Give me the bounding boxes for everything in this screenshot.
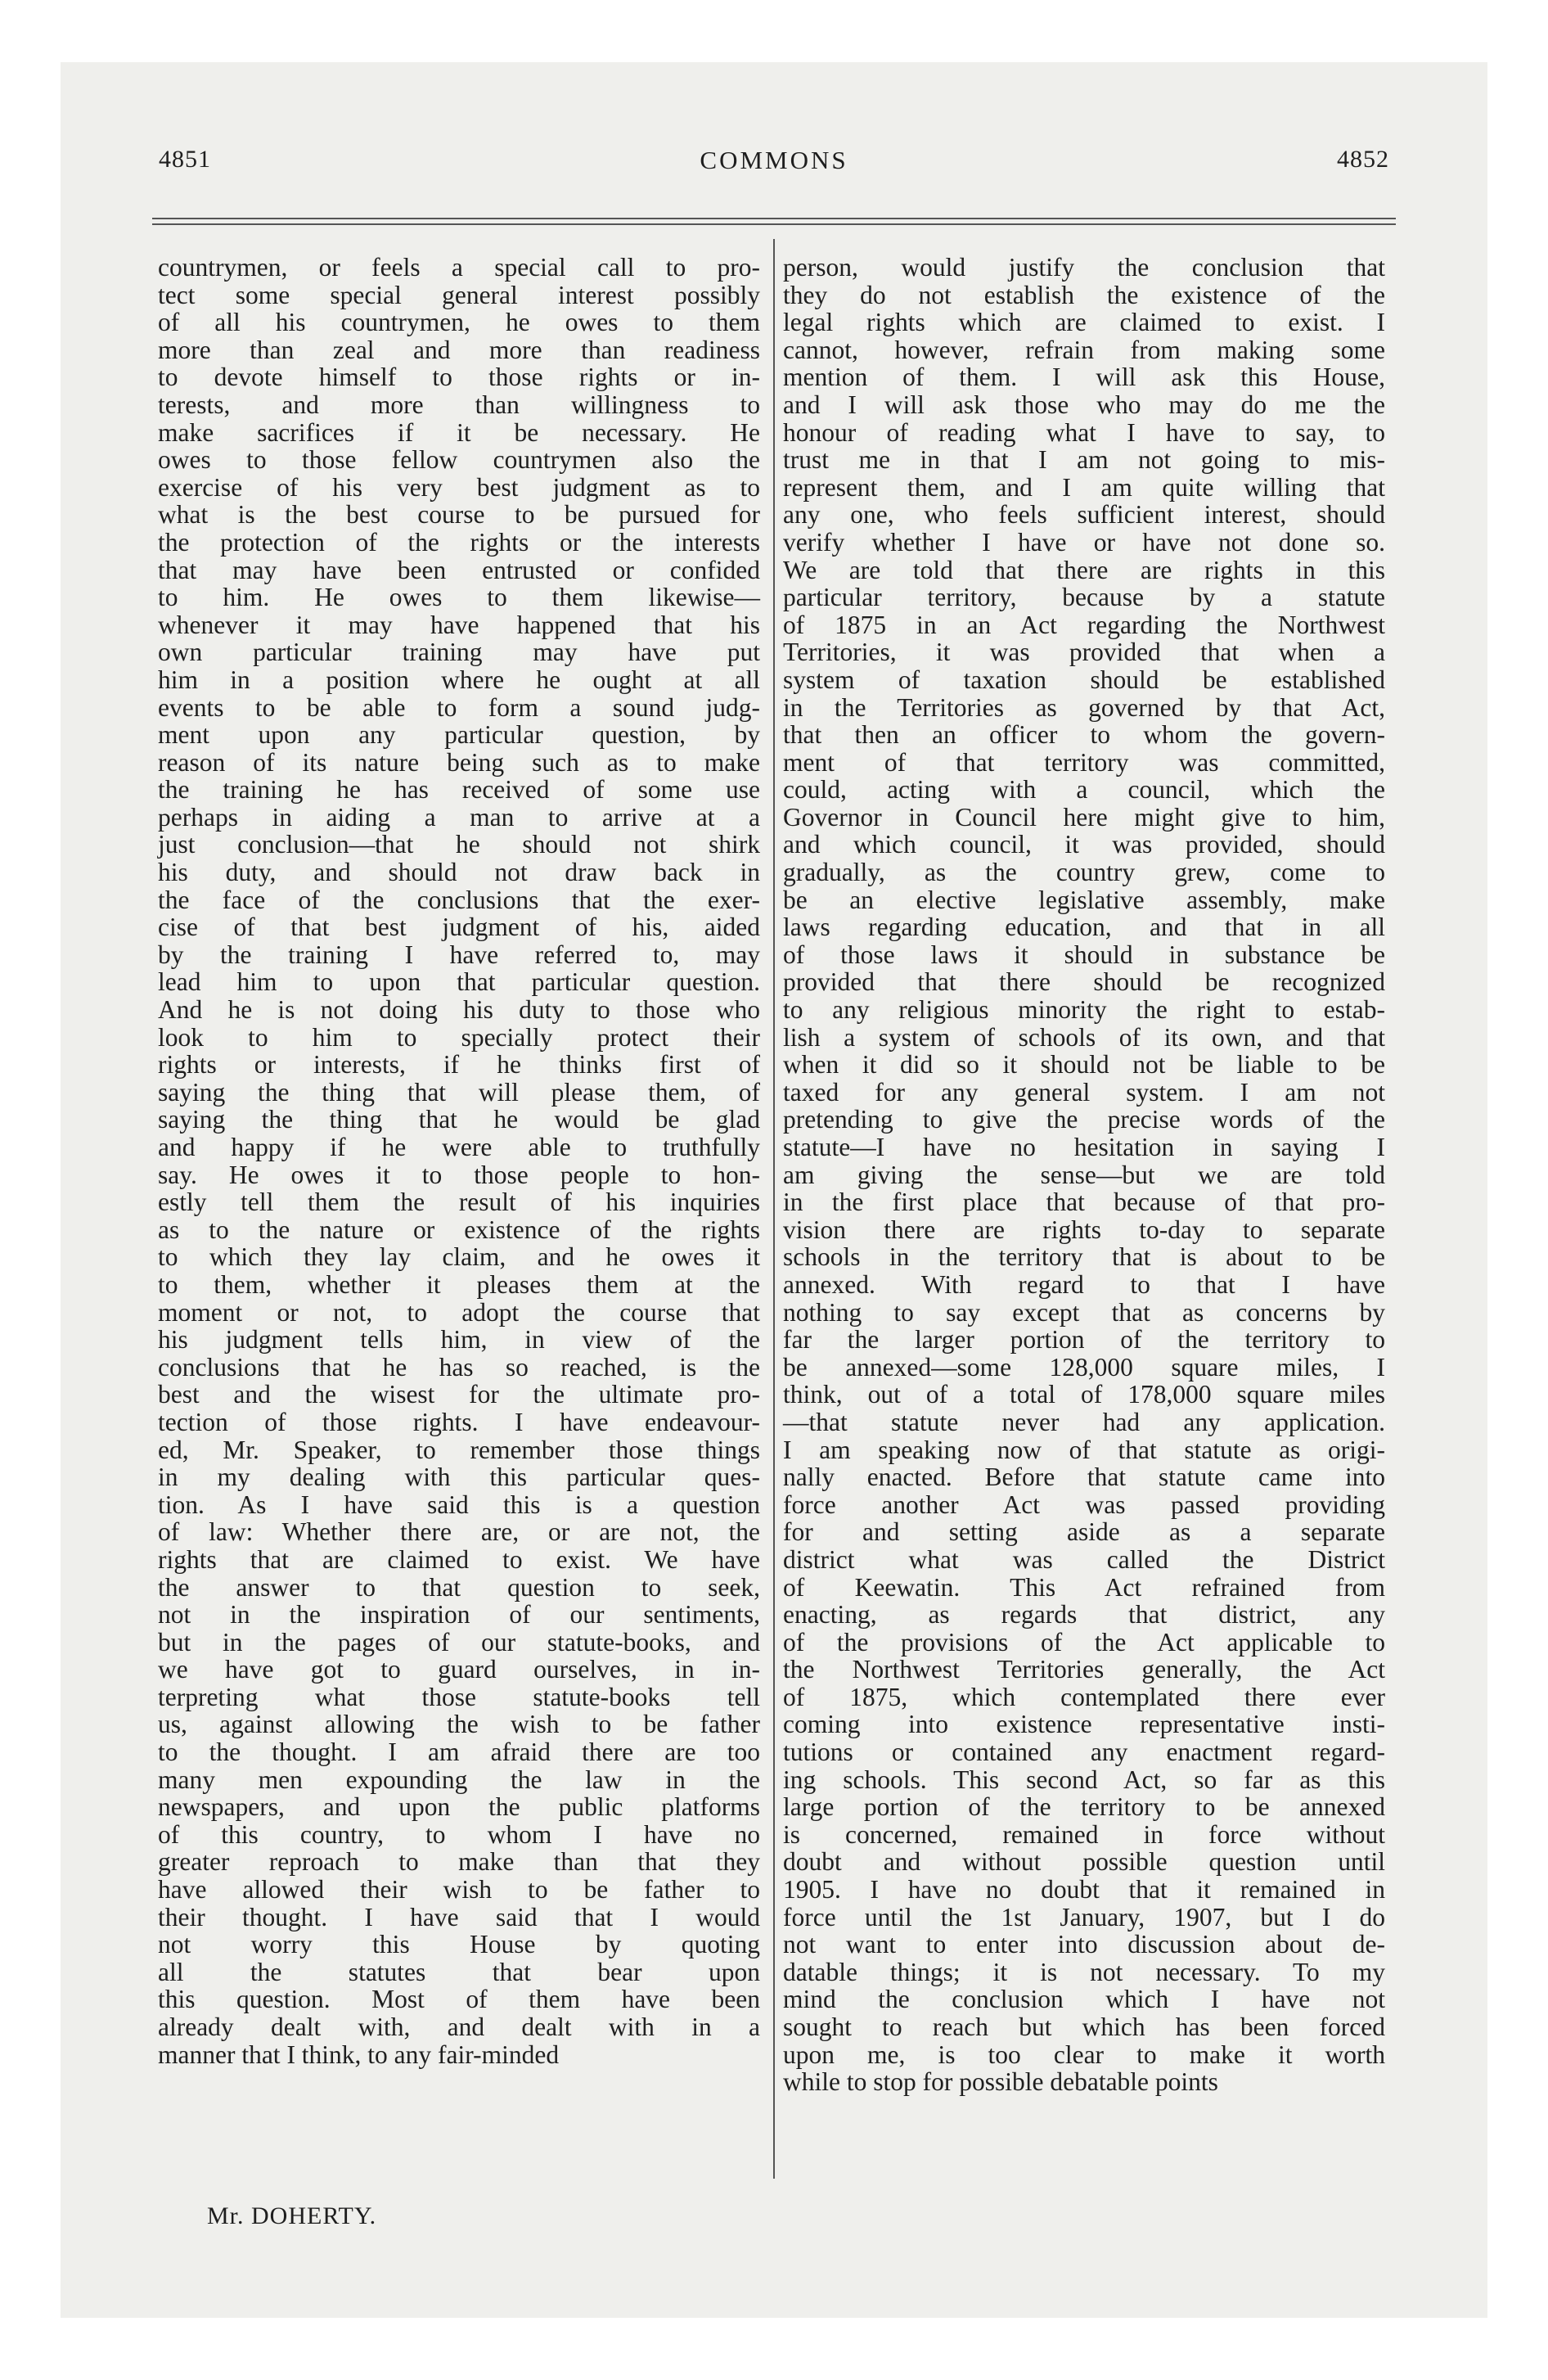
- text-line: could, acting with a council, which the: [783, 775, 1385, 805]
- text-line: to devote himself to those rights or in-: [158, 363, 760, 392]
- text-line: taxed for any general system. I am not: [783, 1077, 1385, 1107]
- text-line: mention of them. I will ask this House,: [783, 363, 1385, 392]
- text-line: ed, Mr. Speaker, to remember those things: [158, 1435, 760, 1464]
- text-line: think, out of a total of 178,000 square miles: [783, 1380, 1385, 1409]
- text-line: by the training I have referred to, may: [158, 940, 760, 969]
- text-line: say. He owes it to those people to hon-: [158, 1160, 760, 1189]
- column-divider: [773, 239, 775, 2179]
- text-line: countrymen, or feels a special call to pro-: [158, 253, 760, 282]
- page-number-right: 4852: [1337, 146, 1389, 173]
- text-line: saying the thing that will please them, of: [158, 1077, 760, 1107]
- text-line: doubt and without possible question until: [783, 1847, 1385, 1877]
- text-line: ment of that territory was committed,: [783, 747, 1385, 777]
- text-line: not worry this House by quoting: [158, 1930, 760, 1959]
- text-line: not in the inspiration of our sentiments,: [158, 1600, 760, 1629]
- text-line: I am speaking now of that statute as origi-: [783, 1435, 1385, 1464]
- left-column-text: [158, 254, 760, 2068]
- text-line: in the first place that because of that pro-: [783, 1188, 1385, 1217]
- text-line: manner that I think, to any fair-minded: [158, 2040, 560, 2069]
- text-line: events to be able to form a sound judg-: [158, 692, 760, 722]
- text-line: particular territory, because by a statute: [783, 583, 1385, 612]
- text-line: honour of reading what I have to say, to: [783, 417, 1385, 447]
- text-line: system of taxation should be established: [783, 665, 1385, 694]
- text-line: for and setting aside as a separate: [783, 1517, 1385, 1547]
- text-line: to which they lay claim, and he owes it: [158, 1242, 760, 1272]
- text-line: ment upon any particular question, by: [158, 720, 760, 750]
- text-line: mind the conclusion which I have not: [783, 1985, 1385, 2014]
- text-line: large portion of the territory to be annexed: [783, 1792, 1385, 1822]
- text-line: ing schools. This second Act, so far as this: [783, 1765, 1385, 1794]
- text-line: we have got to guard ourselves, in in-: [158, 1655, 760, 1684]
- text-line: of Keewatin. This Act refrained from: [783, 1572, 1385, 1602]
- text-line: and which council, it was provided, should: [783, 830, 1385, 859]
- text-line: tutions or contained any enactment regard-: [783, 1738, 1385, 1767]
- right-column-text: [783, 254, 1385, 2096]
- text-line: force until the 1st January, 1907, but I do: [783, 1902, 1385, 1931]
- text-line: of law: Whether there are, or are not, the: [158, 1517, 760, 1547]
- text-line: be an elective legislative assembly, make: [783, 885, 1385, 914]
- text-line: and happy if he were able to truthfully: [158, 1133, 760, 1161]
- text-line: they do not establish the existence of the: [783, 280, 1385, 309]
- text-line: to them, whether it pleases them at the: [158, 1269, 760, 1299]
- text-line: of this country, to whom I have no: [158, 1819, 760, 1849]
- text-line: to him. He owes to them likewise—: [158, 583, 760, 612]
- text-line: this question. Most of them have been: [158, 1985, 760, 2014]
- text-line: tection of those rights. I have endeavour-: [158, 1407, 760, 1436]
- text-line: far the larger portion of the territory to: [783, 1325, 1385, 1355]
- text-line: nally enacted. Before that statute came into: [783, 1463, 1385, 1492]
- text-line: vision there are rights to-day to separate: [783, 1215, 1385, 1244]
- text-line: —that statute never had any application.: [783, 1407, 1385, 1436]
- page-header: [152, 146, 1396, 178]
- text-line: sought to reach but which has been forced: [783, 2013, 1385, 2041]
- text-line: of 1875, which contemplated there ever: [783, 1682, 1385, 1711]
- text-line: statute—I have no hesitation in saying I: [783, 1133, 1385, 1161]
- text-line: own particular training may have put: [158, 638, 760, 667]
- page-number-left: 4851: [159, 146, 211, 173]
- text-line: make sacrifices if it be necessary. He: [158, 417, 760, 447]
- text-line: Territories, it was provided that when a: [783, 638, 1385, 667]
- text-line: saying the thing that he would be glad: [158, 1105, 760, 1134]
- text-line: verify whether I have or have not done so.: [783, 527, 1385, 557]
- text-line: that may have been entrusted or confided: [158, 555, 760, 584]
- text-line: more than zeal and more than readiness: [158, 335, 760, 364]
- text-line: estly tell them the result of his inquiries: [158, 1188, 760, 1217]
- text-line: of all his countrymen, he owes to them: [158, 308, 760, 337]
- text-line: terests, and more than willingness to: [158, 390, 760, 419]
- text-line: whenever it may have happened that his: [158, 610, 760, 639]
- text-line: lish a system of schools of its own, and that: [783, 1022, 1385, 1052]
- text-line: person, would justify the conclusion that: [783, 253, 1385, 282]
- text-line: We are told that there are rights in this: [783, 555, 1385, 584]
- text-line: greater reproach to make than that they: [158, 1847, 760, 1877]
- text-line: already dealt with, and dealt with in a: [158, 2013, 760, 2041]
- text-line: us, against allowing the wish to be father: [158, 1710, 760, 1739]
- text-line: cannot, however, refrain from making some: [783, 335, 1385, 364]
- text-line: the face of the conclusions that the exer-: [158, 885, 760, 914]
- text-line: the answer to that question to seek,: [158, 1572, 760, 1602]
- text-line: 1905. I have no doubt that it remained in: [783, 1875, 1385, 1904]
- header-rule-top: [152, 218, 1396, 219]
- text-line: tion. As I have said this is a question: [158, 1490, 760, 1519]
- speaker-name: Mr. DOHERTY.: [207, 2202, 377, 2229]
- text-line: of those laws it should in substance be: [783, 940, 1385, 969]
- text-line: pretending to give the precise words of the: [783, 1105, 1385, 1134]
- text-line: in my dealing with this particular ques-: [158, 1463, 760, 1492]
- text-line: the training he has received of some use: [158, 775, 760, 805]
- text-line: moment or not, to adopt the course that: [158, 1297, 760, 1327]
- text-line: lead him to upon that particular question.: [158, 967, 760, 997]
- text-line: provided that there should be recognized: [783, 967, 1385, 997]
- text-line: and I will ask those who may do me the: [783, 390, 1385, 419]
- text-line: that then an officer to whom the govern-: [783, 720, 1385, 750]
- text-line: not want to enter into discussion about de-: [783, 1930, 1385, 1959]
- text-line: represent them, and I am quite willing that: [783, 472, 1385, 502]
- text-line: best and the wisest for the ultimate pro-: [158, 1380, 760, 1409]
- text-line: perhaps in aiding a man to arrive at a: [158, 802, 760, 832]
- text-line: trust me in that I am not going to mis-: [783, 445, 1385, 475]
- text-line: all the statutes that bear upon: [158, 1957, 760, 1986]
- text-line: of the provisions of the Act applicable to: [783, 1627, 1385, 1657]
- text-line: schools in the territory that is about to be: [783, 1242, 1385, 1272]
- text-line: what is the best course to be pursued for: [158, 500, 760, 530]
- text-line: rights or interests, if he thinks first of: [158, 1050, 760, 1080]
- text-line: just conclusion—that he should not shirk: [158, 830, 760, 859]
- running-title: COMMONS: [700, 146, 848, 174]
- text-line: gradually, as the country grew, come to: [783, 858, 1385, 887]
- text-line: while to stop for possible debatable points: [783, 2067, 1218, 2097]
- text-line: enacting, as regards that district, any: [783, 1600, 1385, 1629]
- text-line: conclusions that he has so reached, is the: [158, 1352, 760, 1382]
- text-line: as to the nature or existence of the rights: [158, 1215, 760, 1244]
- text-line: newspapers, and upon the public platforms: [158, 1792, 760, 1822]
- text-line: many men expounding the law in the: [158, 1765, 760, 1794]
- text-line: of 1875 in an Act regarding the Northwest: [783, 610, 1385, 639]
- text-line: be annexed—some 128,000 square miles, I: [783, 1352, 1385, 1382]
- text-line: exercise of his very best judgment as to: [158, 472, 760, 502]
- text-line: owes to those fellow countrymen also the: [158, 445, 760, 475]
- text-line: his duty, and should not draw back in: [158, 858, 760, 887]
- text-line: laws regarding education, and that in all: [783, 913, 1385, 942]
- text-line: terpreting what those statute-books tell: [158, 1682, 760, 1711]
- text-line: his judgment tells him, in view of the: [158, 1325, 760, 1355]
- text-line: force another Act was passed providing: [783, 1490, 1385, 1519]
- text-line: legal rights which are claimed to exist. I: [783, 308, 1385, 337]
- text-line: tect some special general interest possibly: [158, 280, 760, 309]
- text-line: datable things; it is not necessary. To my: [783, 1957, 1385, 1986]
- text-line: their thought. I have said that I would: [158, 1902, 760, 1931]
- text-line: nothing to say except that as concerns by: [783, 1297, 1385, 1327]
- text-line: the Northwest Territories generally, the Act: [783, 1655, 1385, 1684]
- text-line: And he is not doing his duty to those who: [158, 995, 760, 1025]
- text-line: coming into existence representative insti-: [783, 1710, 1385, 1739]
- text-line: district what was called the District: [783, 1544, 1385, 1574]
- text-line: annexed. With regard to that I have: [783, 1269, 1385, 1299]
- text-line: am giving the sense—but we are told: [783, 1160, 1385, 1189]
- text-line: in the Territories as governed by that Act,: [783, 692, 1385, 722]
- text-line: Governor in Council here might give to him,: [783, 802, 1385, 832]
- text-line: cise of that best judgment of his, aided: [158, 913, 760, 942]
- text-line: any one, who feels sufficient interest, should: [783, 500, 1385, 530]
- text-line: upon me, is too clear to make it worth: [783, 2040, 1385, 2069]
- text-line: him in a position where he ought at all: [158, 665, 760, 694]
- text-line: is concerned, remained in force without: [783, 1819, 1385, 1849]
- text-line: the protection of the rights or the interests: [158, 527, 760, 557]
- text-line: to any religious minority the right to estab-: [783, 995, 1385, 1025]
- header-rule-bottom: [152, 223, 1396, 225]
- text-line: but in the pages of our statute-books, and: [158, 1627, 760, 1657]
- text-line: look to him to specially protect their: [158, 1022, 760, 1052]
- text-line: to the thought. I am afraid there are too: [158, 1738, 760, 1767]
- text-line: have allowed their wish to be father to: [158, 1875, 760, 1904]
- text-line: when it did so it should not be liable to be: [783, 1050, 1385, 1080]
- text-line: reason of its nature being such as to make: [158, 747, 760, 777]
- text-line: rights that are claimed to exist. We have: [158, 1544, 760, 1574]
